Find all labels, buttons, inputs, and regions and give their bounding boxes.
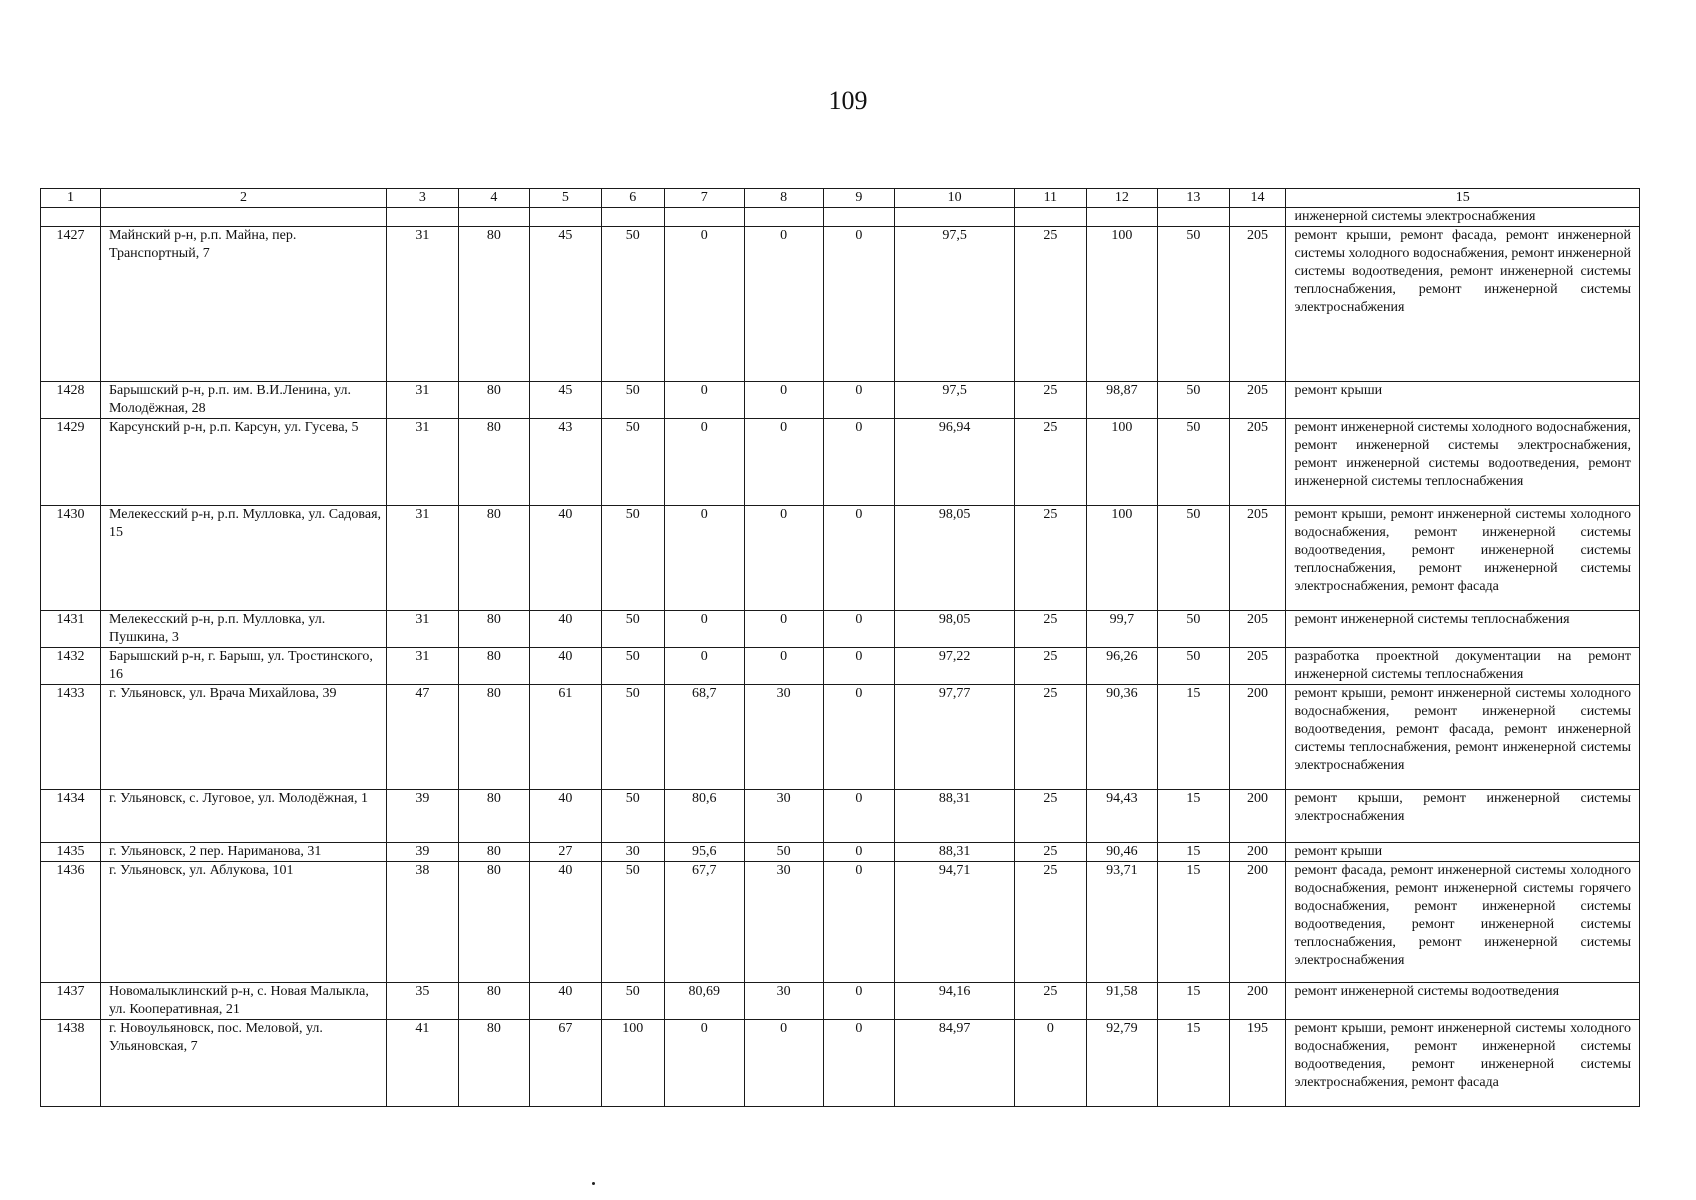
value-cell: 25: [1015, 983, 1087, 1020]
value-cell: 31: [387, 648, 459, 685]
value-cell: 50: [1158, 648, 1230, 685]
value-cell: 195: [1229, 1020, 1286, 1107]
value-cell: 50: [601, 382, 664, 419]
value-cell: 0: [744, 648, 823, 685]
value-cell: 15: [1158, 983, 1230, 1020]
value-cell: 94,43: [1086, 790, 1158, 843]
value-cell: 61: [530, 685, 602, 790]
column-header: 7: [664, 189, 744, 208]
value-cell: 96,94: [895, 419, 1015, 506]
value-cell: 205: [1229, 648, 1286, 685]
row-number: 1434: [41, 790, 101, 843]
value-cell: 80,6: [664, 790, 744, 843]
value-cell: 0: [823, 862, 895, 983]
value-cell: 0: [664, 227, 744, 382]
value-cell: 31: [387, 227, 459, 382]
column-header: 2: [100, 189, 386, 208]
value-cell: 35: [387, 983, 459, 1020]
value-cell: 50: [601, 648, 664, 685]
value-cell: 200: [1229, 983, 1286, 1020]
work-type-cell: ремонт фасада, ремонт инженерной системы холодного водоснабжения, ремонт инженерной системы горячего водоснабжения, ремонт инженерной системы водоотведения, ремонт инженерной системы теплоснабжения, ремонт инженерной системы электроснабжения: [1286, 862, 1640, 983]
value-cell: 25: [1015, 506, 1087, 611]
value-cell: 80: [458, 685, 530, 790]
column-header: 10: [895, 189, 1015, 208]
value-cell: 67,7: [664, 862, 744, 983]
value-cell: 100: [1086, 227, 1158, 382]
empty-cell: [41, 208, 101, 227]
column-header: 8: [744, 189, 823, 208]
column-header: 11: [1015, 189, 1087, 208]
empty-cell: [1229, 208, 1286, 227]
value-cell: 97,5: [895, 382, 1015, 419]
row-number: 1437: [41, 983, 101, 1020]
work-type-cell: ремонт крыши, ремонт инженерной системы холодного водоснабжения, ремонт инженерной системы водоотведения, ремонт фасада, ремонт инженерной системы теплоснабжения, ремонт инженерной системы электроснабжения: [1286, 685, 1640, 790]
value-cell: 80: [458, 862, 530, 983]
value-cell: 27: [530, 843, 602, 862]
work-type-cell: ремонт крыши, ремонт инженерной системы холодного водоснабжения, ремонт инженерной системы водоотведения, ремонт инженерной системы электроснабжения, ремонт фасада: [1286, 1020, 1640, 1107]
value-cell: 0: [744, 419, 823, 506]
stray-dot: [592, 1182, 595, 1185]
value-cell: 41: [387, 1020, 459, 1107]
address-cell: Карсунский р-н, р.п. Карсун, ул. Гусева, 5: [100, 419, 386, 506]
value-cell: 200: [1229, 685, 1286, 790]
value-cell: 15: [1158, 790, 1230, 843]
value-cell: 98,87: [1086, 382, 1158, 419]
column-header: 4: [458, 189, 530, 208]
work-type-cell: ремонт крыши: [1286, 843, 1640, 862]
value-cell: 80: [458, 648, 530, 685]
value-cell: 97,77: [895, 685, 1015, 790]
value-cell: 0: [744, 611, 823, 648]
value-cell: 95,6: [664, 843, 744, 862]
value-cell: 91,58: [1086, 983, 1158, 1020]
value-cell: 0: [823, 790, 895, 843]
value-cell: 68,7: [664, 685, 744, 790]
value-cell: 0: [664, 648, 744, 685]
value-cell: 25: [1015, 611, 1087, 648]
value-cell: 0: [823, 419, 895, 506]
value-cell: 15: [1158, 1020, 1230, 1107]
table-row: [41, 983, 1640, 1020]
value-cell: 88,31: [895, 790, 1015, 843]
work-type-cell: ремонт крыши: [1286, 382, 1640, 419]
row-number: 1438: [41, 1020, 101, 1107]
value-cell: 97,5: [895, 227, 1015, 382]
header-row: [41, 189, 1640, 208]
value-cell: 97,22: [895, 648, 1015, 685]
value-cell: 50: [1158, 382, 1230, 419]
value-cell: 40: [530, 611, 602, 648]
table-row: [41, 382, 1640, 419]
column-header: 6: [601, 189, 664, 208]
value-cell: 99,7: [1086, 611, 1158, 648]
value-cell: 43: [530, 419, 602, 506]
row-number: 1427: [41, 227, 101, 382]
empty-cell: [744, 208, 823, 227]
address-cell: г. Ульяновск, ул. Аблукова, 101: [100, 862, 386, 983]
value-cell: 50: [1158, 419, 1230, 506]
value-cell: 0: [664, 1020, 744, 1107]
continuation-row: [41, 208, 1640, 227]
row-number: 1433: [41, 685, 101, 790]
row-number: 1431: [41, 611, 101, 648]
value-cell: 40: [530, 983, 602, 1020]
value-cell: 50: [601, 227, 664, 382]
value-cell: 0: [823, 227, 895, 382]
column-header: 9: [823, 189, 895, 208]
value-cell: 31: [387, 419, 459, 506]
address-cell: Мелекесский р-н, р.п. Мулловка, ул. Пушкина, 3: [100, 611, 386, 648]
value-cell: 40: [530, 862, 602, 983]
column-header: 3: [387, 189, 459, 208]
table-row: [41, 685, 1640, 790]
table-row: [41, 862, 1640, 983]
value-cell: 90,36: [1086, 685, 1158, 790]
value-cell: 205: [1229, 419, 1286, 506]
column-header: 15: [1286, 189, 1640, 208]
value-cell: 50: [601, 611, 664, 648]
value-cell: 80: [458, 1020, 530, 1107]
value-cell: 0: [823, 983, 895, 1020]
value-cell: 80: [458, 227, 530, 382]
column-header: 13: [1158, 189, 1230, 208]
value-cell: 100: [1086, 506, 1158, 611]
work-type-cell: ремонт инженерной системы водоотведения: [1286, 983, 1640, 1020]
empty-cell: [895, 208, 1015, 227]
value-cell: 0: [823, 843, 895, 862]
value-cell: 30: [744, 790, 823, 843]
table-row: [41, 227, 1640, 382]
value-cell: 205: [1229, 382, 1286, 419]
column-header: 5: [530, 189, 602, 208]
value-cell: 50: [601, 506, 664, 611]
value-cell: 30: [744, 685, 823, 790]
address-cell: Барышский р-н, р.п. им. В.И.Ленина, ул. Молодёжная, 28: [100, 382, 386, 419]
value-cell: 25: [1015, 685, 1087, 790]
value-cell: 30: [601, 843, 664, 862]
value-cell: 88,31: [895, 843, 1015, 862]
value-cell: 50: [601, 862, 664, 983]
row-number: 1432: [41, 648, 101, 685]
value-cell: 25: [1015, 648, 1087, 685]
value-cell: 38: [387, 862, 459, 983]
value-cell: 100: [601, 1020, 664, 1107]
value-cell: 80: [458, 382, 530, 419]
value-cell: 80: [458, 983, 530, 1020]
empty-cell: [601, 208, 664, 227]
value-cell: 93,71: [1086, 862, 1158, 983]
value-cell: 0: [823, 1020, 895, 1107]
row-number: 1436: [41, 862, 101, 983]
empty-cell: [1015, 208, 1087, 227]
value-cell: 50: [1158, 506, 1230, 611]
value-cell: 0: [823, 611, 895, 648]
empty-cell: [823, 208, 895, 227]
empty-cell: [387, 208, 459, 227]
row-number: 1428: [41, 382, 101, 419]
value-cell: 45: [530, 227, 602, 382]
value-cell: 0: [744, 382, 823, 419]
empty-cell: [664, 208, 744, 227]
value-cell: 0: [823, 685, 895, 790]
address-cell: Барышский р-н, г. Барыш, ул. Тростинского, 16: [100, 648, 386, 685]
empty-cell: [100, 208, 386, 227]
address-cell: г. Ульяновск, ул. Врача Михайлова, 39: [100, 685, 386, 790]
value-cell: 25: [1015, 843, 1087, 862]
value-cell: 25: [1015, 382, 1087, 419]
value-cell: 200: [1229, 790, 1286, 843]
value-cell: 205: [1229, 611, 1286, 648]
value-cell: 50: [601, 983, 664, 1020]
value-cell: 200: [1229, 862, 1286, 983]
value-cell: 31: [387, 382, 459, 419]
value-cell: 39: [387, 843, 459, 862]
table-row: [41, 648, 1640, 685]
value-cell: 50: [601, 419, 664, 506]
table-row: [41, 843, 1640, 862]
row-number: 1430: [41, 506, 101, 611]
value-cell: 40: [530, 790, 602, 843]
value-cell: 50: [1158, 611, 1230, 648]
value-cell: 0: [823, 648, 895, 685]
value-cell: 0: [664, 382, 744, 419]
value-cell: 0: [744, 227, 823, 382]
value-cell: 67: [530, 1020, 602, 1107]
value-cell: 50: [744, 843, 823, 862]
value-cell: 92,79: [1086, 1020, 1158, 1107]
value-cell: 96,26: [1086, 648, 1158, 685]
value-cell: 205: [1229, 227, 1286, 382]
address-cell: г. Новоульяновск, пос. Меловой, ул. Ульяновская, 7: [100, 1020, 386, 1107]
value-cell: 0: [823, 506, 895, 611]
value-cell: 47: [387, 685, 459, 790]
work-type-cell: ремонт крыши, ремонт инженерной системы холодного водоснабжения, ремонт инженерной системы водоотведения, ремонт инженерной системы теплоснабжения, ремонт инженерной системы электроснабжения, ремонт фасада: [1286, 506, 1640, 611]
table-row: [41, 506, 1640, 611]
value-cell: 80: [458, 843, 530, 862]
row-number: 1435: [41, 843, 101, 862]
table-row: [41, 1020, 1640, 1107]
value-cell: 98,05: [895, 506, 1015, 611]
value-cell: 80: [458, 419, 530, 506]
value-cell: 0: [1015, 1020, 1087, 1107]
value-cell: 84,97: [895, 1020, 1015, 1107]
column-header: 1: [41, 189, 101, 208]
value-cell: 31: [387, 611, 459, 648]
value-cell: 98,05: [895, 611, 1015, 648]
value-cell: 15: [1158, 862, 1230, 983]
work-type-cell: ремонт инженерной системы теплоснабжения: [1286, 611, 1640, 648]
work-type-cell: разработка проектной документации на ремонт инженерной системы теплоснабжения: [1286, 648, 1640, 685]
empty-cell: [530, 208, 602, 227]
value-cell: 50: [601, 685, 664, 790]
registry-table: [40, 188, 1640, 1107]
value-cell: 0: [823, 382, 895, 419]
value-cell: 15: [1158, 685, 1230, 790]
value-cell: 25: [1015, 227, 1087, 382]
value-cell: 100: [1086, 419, 1158, 506]
value-cell: 50: [601, 790, 664, 843]
value-cell: 0: [664, 611, 744, 648]
work-type-cell: ремонт крыши, ремонт инженерной системы электроснабжения: [1286, 790, 1640, 843]
table-row: [41, 790, 1640, 843]
value-cell: 50: [1158, 227, 1230, 382]
continuation-work-text: инженерной системы электроснабжения: [1286, 208, 1640, 227]
value-cell: 94,71: [895, 862, 1015, 983]
value-cell: 0: [664, 419, 744, 506]
value-cell: 0: [744, 506, 823, 611]
value-cell: 25: [1015, 862, 1087, 983]
work-type-cell: ремонт крыши, ремонт фасада, ремонт инженерной системы холодного водоснабжения, ремонт инженерной системы водоотведения, ремонт инженерной системы теплоснабжения, ремонт инженерной системы электроснабжения: [1286, 227, 1640, 382]
value-cell: 40: [530, 648, 602, 685]
value-cell: 25: [1015, 419, 1087, 506]
address-cell: Мелекесский р-н, р.п. Мулловка, ул. Садовая, 15: [100, 506, 386, 611]
value-cell: 40: [530, 506, 602, 611]
value-cell: 0: [664, 506, 744, 611]
value-cell: 80: [458, 790, 530, 843]
address-cell: Майнский р-н, р.п. Майна, пер. Транспортный, 7: [100, 227, 386, 382]
value-cell: 94,16: [895, 983, 1015, 1020]
value-cell: 30: [744, 983, 823, 1020]
value-cell: 80: [458, 611, 530, 648]
empty-cell: [1086, 208, 1158, 227]
address-cell: г. Ульяновск, 2 пер. Нариманова, 31: [100, 843, 386, 862]
table-row: [41, 611, 1640, 648]
value-cell: 80: [458, 506, 530, 611]
value-cell: 15: [1158, 843, 1230, 862]
address-cell: г. Ульяновск, с. Луговое, ул. Молодёжная, 1: [100, 790, 386, 843]
value-cell: 45: [530, 382, 602, 419]
value-cell: 205: [1229, 506, 1286, 611]
table-row: [41, 419, 1640, 506]
value-cell: 200: [1229, 843, 1286, 862]
value-cell: 90,46: [1086, 843, 1158, 862]
value-cell: 31: [387, 506, 459, 611]
page-number: 109: [828, 86, 868, 115]
address-cell: Новомалыклинский р-н, с. Новая Малыкла, ул. Кооперативная, 21: [100, 983, 386, 1020]
empty-cell: [1158, 208, 1230, 227]
work-type-cell: ремонт инженерной системы холодного водоснабжения, ремонт инженерной системы электроснабжения, ремонт инженерной системы водоотведения, ремонт инженерной системы теплоснабжения: [1286, 419, 1640, 506]
value-cell: 80,69: [664, 983, 744, 1020]
value-cell: 0: [744, 1020, 823, 1107]
value-cell: 39: [387, 790, 459, 843]
value-cell: 30: [744, 862, 823, 983]
empty-cell: [458, 208, 530, 227]
row-number: 1429: [41, 419, 101, 506]
column-header: 14: [1229, 189, 1286, 208]
column-header: 12: [1086, 189, 1158, 208]
value-cell: 25: [1015, 790, 1087, 843]
